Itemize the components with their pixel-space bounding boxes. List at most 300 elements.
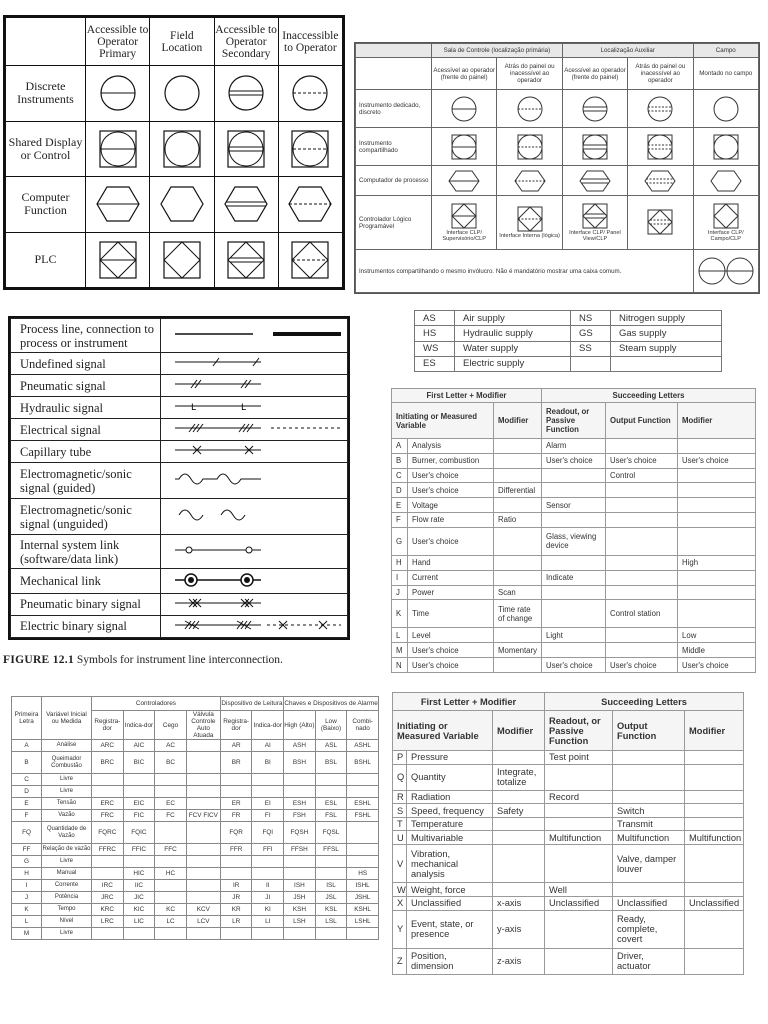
readout-cell: Multifunction — [545, 831, 613, 845]
letter-cell: S — [393, 804, 407, 818]
col-header: Modifier — [494, 403, 542, 439]
variable-cell: Vibration, mechanical analysis — [407, 845, 493, 883]
code-cell — [284, 928, 316, 940]
modifier-cell — [494, 498, 542, 513]
code-cell: BSHL — [347, 751, 379, 773]
square-circle-symbol — [227, 130, 265, 168]
code-cell: FRC — [92, 810, 124, 822]
sub-header: Montado no campo — [693, 58, 758, 90]
letter-cell: I — [392, 570, 408, 585]
code-cell — [284, 774, 316, 786]
modifier-cell — [494, 439, 542, 454]
symbol-cell — [693, 166, 758, 196]
circle-symbol — [450, 95, 478, 123]
variable-cell: Livre — [42, 928, 92, 940]
code-cell — [252, 774, 284, 786]
modifier-cell — [493, 883, 545, 897]
code-cell: LI — [252, 916, 284, 928]
letter-cell: T — [393, 817, 407, 831]
line-type-label: Capillary tube — [11, 441, 161, 463]
code-cell: FQR — [220, 822, 252, 844]
code-cell: BRC — [92, 751, 124, 773]
square-circle-symbol — [99, 130, 137, 168]
square-circle-symbol — [450, 133, 478, 161]
line-type-label: Electromagnetic/sonic signal (unguided) — [11, 499, 161, 535]
letter-cell: L — [12, 916, 42, 928]
table-row — [393, 751, 744, 765]
hexagon-symbol — [96, 185, 140, 223]
succeeding-header: Succeeding Letters — [545, 693, 744, 711]
modifier-cell — [685, 845, 744, 883]
code-cell — [155, 774, 187, 786]
modifier-cell — [493, 790, 545, 804]
modifier-cell: Low — [678, 628, 756, 643]
portuguese-symbols-table — [354, 42, 760, 294]
modifier-cell — [685, 883, 744, 897]
code-cell: KIC — [123, 904, 155, 916]
letter-cell: K — [12, 904, 42, 916]
svg-text:L: L — [191, 403, 197, 414]
symbol-cell — [693, 196, 758, 250]
corner-cell — [356, 44, 432, 58]
code-cell — [123, 774, 155, 786]
col-header: Combi-nado — [347, 711, 379, 740]
letter-cell: H — [12, 868, 42, 880]
symbol-cell — [150, 121, 214, 177]
variable-cell: Livre — [42, 774, 92, 786]
col-header: Initiating or Measured Variable — [393, 711, 493, 751]
code-cell: FSL — [315, 810, 347, 822]
symbol-cell — [150, 232, 214, 288]
col-header: Field Location — [150, 18, 214, 66]
code-cell — [155, 892, 187, 904]
abbr-cell — [571, 356, 611, 371]
modifier-cell — [494, 453, 542, 468]
code-cell — [315, 774, 347, 786]
col-header: Output Function — [613, 711, 685, 751]
code-cell: JIC — [123, 892, 155, 904]
first-letter-header: First Letter + Modifier — [392, 389, 542, 403]
variable-cell: Livre — [42, 856, 92, 868]
readout-cell — [545, 804, 613, 818]
variable-cell: Nível — [42, 916, 92, 928]
symbol-cell — [497, 196, 562, 250]
letter-cell: K — [392, 600, 408, 628]
modifier-cell — [678, 498, 756, 513]
code-cell: FR — [220, 810, 252, 822]
variable-cell: Analysis — [408, 439, 494, 454]
table-row — [12, 751, 379, 773]
table-row — [393, 790, 744, 804]
desc-cell: Hydraulic supply — [455, 326, 571, 341]
modifier-cell — [685, 817, 744, 831]
circle-symbol — [291, 74, 329, 112]
table-row — [12, 844, 379, 856]
code-cell: AI — [252, 740, 284, 752]
code-cell: FSH — [284, 810, 316, 822]
variable-cell: Quantity — [407, 764, 493, 790]
code-cell: AC — [155, 740, 187, 752]
table-row — [392, 527, 756, 555]
letter-cell: M — [12, 928, 42, 940]
letter-cell: E — [12, 798, 42, 810]
desc-cell: Gas supply — [611, 326, 722, 341]
output-cell: User's choice — [606, 658, 678, 673]
line-type-label: Undefined signal — [11, 353, 161, 375]
output-cell — [606, 483, 678, 498]
code-cell — [347, 786, 379, 798]
code-cell: BSL — [315, 751, 347, 773]
table-row — [12, 774, 379, 786]
code-cell: JSH — [284, 892, 316, 904]
modifier-cell: Ratio — [494, 512, 542, 527]
symbol-cell — [628, 90, 693, 128]
modifier-cell — [494, 570, 542, 585]
output-cell: Control — [606, 468, 678, 483]
table-row — [392, 570, 756, 585]
modifier-cell — [678, 570, 756, 585]
data-link-icon — [161, 542, 347, 558]
succeeding-header: Succeeding Letters — [542, 389, 756, 403]
readout-cell: User's choice — [542, 453, 606, 468]
corner-cell — [6, 18, 86, 66]
square-diamond-symbol — [227, 241, 265, 279]
table-row — [12, 822, 379, 844]
code-cell: JSL — [315, 892, 347, 904]
variable-cell: Time — [408, 600, 494, 628]
code-cell: HS — [347, 868, 379, 880]
modifier-cell: Momentary — [494, 643, 542, 658]
code-cell — [123, 856, 155, 868]
col-header: Modifier — [685, 711, 744, 751]
code-cell: FQSH — [284, 822, 316, 844]
code-cell: IR — [220, 880, 252, 892]
code-cell: FIC — [123, 810, 155, 822]
symbol-cell — [693, 90, 758, 128]
symbol-cell — [562, 196, 627, 250]
modifier-cell: User's choice — [678, 453, 756, 468]
symbol-cell — [86, 177, 150, 233]
symbol-cell — [432, 166, 497, 196]
output-cell: Multifunction — [613, 831, 685, 845]
hexagon-symbol — [514, 169, 546, 193]
letter-cell: F — [12, 810, 42, 822]
guided-wave-icon — [161, 467, 347, 491]
circle-symbol — [163, 74, 201, 112]
letter-cell: B — [392, 453, 408, 468]
col-header: Accessible to Operator Secondary — [214, 18, 278, 66]
code-cell: LRC — [92, 916, 124, 928]
code-cell — [252, 868, 284, 880]
code-cell — [252, 928, 284, 940]
col-header: Indica-dor — [123, 711, 155, 740]
readout-cell — [542, 512, 606, 527]
abbr-cell: SS — [571, 341, 611, 356]
table-row — [393, 845, 744, 883]
symbol-cell — [86, 232, 150, 288]
line-symbol — [161, 397, 348, 419]
square-diamond-symbol — [582, 203, 608, 229]
output-cell — [606, 527, 678, 555]
code-cell: ASH — [284, 740, 316, 752]
letter-cell: FF — [12, 844, 42, 856]
table-row — [393, 764, 744, 790]
desc-cell — [611, 356, 722, 371]
symbol-cell — [562, 166, 627, 196]
table-row — [392, 453, 756, 468]
variable-cell: Potência — [42, 892, 92, 904]
output-cell: Switch — [613, 804, 685, 818]
square-circle-symbol — [291, 130, 329, 168]
abbr-cell: NS — [571, 311, 611, 326]
output-cell: User's choice — [606, 453, 678, 468]
line-symbol — [161, 353, 348, 375]
sub-header: Acessível ao operador (frente do painel) — [562, 58, 627, 90]
code-cell: FQRC — [92, 822, 124, 844]
code-cell — [315, 786, 347, 798]
code-cell — [284, 868, 316, 880]
electric-binary-icon — [161, 617, 347, 633]
code-cell — [155, 928, 187, 940]
circle-symbol — [227, 74, 265, 112]
code-cell — [123, 786, 155, 798]
modifier-cell — [678, 468, 756, 483]
output-cell — [606, 498, 678, 513]
symbol-cell — [278, 66, 342, 122]
col-header: High (Alto) — [284, 711, 316, 740]
variable-cell: User's choice — [408, 658, 494, 673]
code-cell: KI — [252, 904, 284, 916]
letter-cell: Z — [393, 948, 407, 974]
code-cell — [92, 928, 124, 940]
line-symbol — [161, 499, 348, 535]
modifier-cell — [685, 790, 744, 804]
code-cell: ISL — [315, 880, 347, 892]
square-diamond-symbol — [291, 241, 329, 279]
code-cell: IRC — [92, 880, 124, 892]
letter-rows — [393, 751, 744, 975]
table-row — [12, 798, 379, 810]
readout-cell — [542, 643, 606, 658]
code-cell — [155, 786, 187, 798]
col-header: Inaccessible to Operator — [278, 18, 342, 66]
isa-symbols-table — [3, 15, 345, 290]
letter-cell: D — [392, 483, 408, 498]
output-cell — [613, 790, 685, 804]
code-cell — [186, 856, 220, 868]
hexagon-symbol — [710, 169, 742, 193]
code-cell — [186, 822, 220, 844]
code-cell: JR — [220, 892, 252, 904]
code-cell: FFRC — [92, 844, 124, 856]
modifier-cell — [493, 751, 545, 765]
symbol-cell — [214, 232, 278, 288]
symbol-cell — [628, 196, 693, 250]
square-circle-symbol — [712, 133, 740, 161]
code-cell: KRC — [92, 904, 124, 916]
code-cell — [186, 740, 220, 752]
table-row — [12, 928, 379, 940]
code-cell: ESHL — [347, 798, 379, 810]
plc-caption: Interface Interna (lógica) — [499, 233, 560, 239]
col-header: Output Function — [606, 403, 678, 439]
line-type-label: Process line, connection to process or instrument — [11, 319, 161, 353]
letter-cell: U — [393, 831, 407, 845]
hexagon-symbol — [224, 185, 268, 223]
symbol-cell — [497, 166, 562, 196]
modifier-cell — [494, 658, 542, 673]
sub-header: Atrás do painel ou inacessível ao operador — [628, 58, 693, 90]
variable-cell: Radiation — [407, 790, 493, 804]
code-cell: FFIC — [123, 844, 155, 856]
col-header: Registra-dor — [220, 711, 252, 740]
code-cell — [347, 928, 379, 940]
modifier-cell — [678, 512, 756, 527]
modifier-cell: y-axis — [493, 910, 545, 948]
code-cell: KCV — [186, 904, 220, 916]
code-cell: KSL — [315, 904, 347, 916]
code-cell — [186, 844, 220, 856]
col-header: Readout, or Passive Function — [545, 711, 613, 751]
line-type-label: Pneumatic signal — [11, 375, 161, 397]
table-row — [392, 555, 756, 570]
code-cell: LIC — [123, 916, 155, 928]
output-cell: Control station — [606, 600, 678, 628]
symbol-cell — [278, 232, 342, 288]
code-cell: FFSL — [315, 844, 347, 856]
variable-cell: Análise — [42, 740, 92, 752]
square-circle-symbol — [163, 130, 201, 168]
circle-symbol — [99, 74, 137, 112]
col-header: Cego — [155, 711, 187, 740]
letter-cell: P — [393, 751, 407, 765]
pneumatic-signal-icon — [161, 376, 347, 392]
sub-header: Acessível ao operador (frente do painel) — [432, 58, 497, 90]
code-cell — [284, 786, 316, 798]
modifier-cell — [678, 483, 756, 498]
table-row — [392, 643, 756, 658]
letter-cell: B — [12, 751, 42, 773]
table-row — [392, 585, 756, 600]
modifier-cell — [685, 751, 744, 765]
code-cell: II — [252, 880, 284, 892]
square-circle-symbol — [516, 133, 544, 161]
col-header: Indica-dor — [252, 711, 284, 740]
group-header: Dispositivo de Leitura — [220, 697, 283, 711]
variable-cell: Burner, combustion — [408, 453, 494, 468]
desc-cell: Nitrogen supply — [611, 311, 722, 326]
variable-cell: Position, dimension — [407, 948, 493, 974]
letter-cell: X — [393, 897, 407, 911]
output-cell — [606, 570, 678, 585]
readout-cell: User's choice — [542, 658, 606, 673]
table-row — [392, 512, 756, 527]
circle-symbol — [646, 95, 674, 123]
group-header: Localização Auxiliar — [562, 44, 693, 58]
letter-cell: C — [392, 468, 408, 483]
output-cell: Ready, complete, covert — [613, 910, 685, 948]
plc-caption: Interface CLP/ Panel View/CLP — [569, 230, 621, 242]
code-cell: FFSH — [284, 844, 316, 856]
col-header: Registra-dor — [92, 711, 124, 740]
modifier-cell — [685, 764, 744, 790]
symbol-cell — [432, 128, 497, 166]
modifier-cell: Scan — [494, 585, 542, 600]
code-cell: EC — [155, 798, 187, 810]
variable-cell: Voltage — [408, 498, 494, 513]
modifier-cell — [685, 910, 744, 948]
modifier-cell: User's choice — [678, 658, 756, 673]
abbr-cell: ES — [415, 356, 455, 371]
code-cell — [186, 774, 220, 786]
symbol-cell — [693, 250, 758, 293]
code-cell — [155, 856, 187, 868]
modifier-cell — [493, 831, 545, 845]
symbol-cell — [214, 177, 278, 233]
code-cell: BIC — [123, 751, 155, 773]
code-cell — [186, 868, 220, 880]
modifier-cell: x-axis — [493, 897, 545, 911]
output-cell — [613, 751, 685, 765]
group-header: Chaves e Dispositivos de Alarme — [284, 697, 379, 711]
code-cell: IIC — [123, 880, 155, 892]
symbol-cell — [278, 121, 342, 177]
line-symbol — [161, 375, 348, 397]
code-cell — [92, 868, 124, 880]
hexagon-symbol — [644, 169, 676, 193]
letter-codes-table-a-n — [391, 388, 756, 673]
symbol-cell — [86, 121, 150, 177]
code-cell: FQI — [252, 822, 284, 844]
table-row — [12, 916, 379, 928]
symbol-cell — [278, 177, 342, 233]
line-type-label: Hydraulic signal — [11, 397, 161, 419]
line-symbol — [161, 463, 348, 499]
readout-cell — [542, 483, 606, 498]
letter-cell: H — [392, 555, 408, 570]
circle-symbol — [712, 95, 740, 123]
code-cell: AIC — [123, 740, 155, 752]
code-cell: LC — [155, 916, 187, 928]
code-cell: HC — [155, 868, 187, 880]
modifier-cell — [493, 817, 545, 831]
modifier-cell — [685, 948, 744, 974]
table-row — [393, 883, 744, 897]
table-row — [393, 817, 744, 831]
output-cell — [613, 883, 685, 897]
output-cell — [606, 512, 678, 527]
figure-label: FIGURE 12.1 — [3, 654, 75, 666]
code-cell: ASL — [315, 740, 347, 752]
letter-cell: V — [393, 845, 407, 883]
mechanical-link-icon — [161, 571, 347, 589]
line-symbol — [161, 593, 348, 615]
symbol-cell — [432, 196, 497, 250]
modifier-cell — [494, 527, 542, 555]
variable-cell: Tensão — [42, 798, 92, 810]
code-cell — [186, 798, 220, 810]
letter-cell: G — [392, 527, 408, 555]
code-cell — [284, 856, 316, 868]
electrical-signal-icon — [161, 420, 347, 436]
letter-cell: I — [12, 880, 42, 892]
desc-cell: Water supply — [455, 341, 571, 356]
variable-cell: Event, state, or presence — [407, 910, 493, 948]
code-cell: JSHL — [347, 892, 379, 904]
letter-codes-table-p-z — [392, 692, 744, 975]
code-cell — [220, 928, 252, 940]
letter-cell: M — [392, 643, 408, 658]
